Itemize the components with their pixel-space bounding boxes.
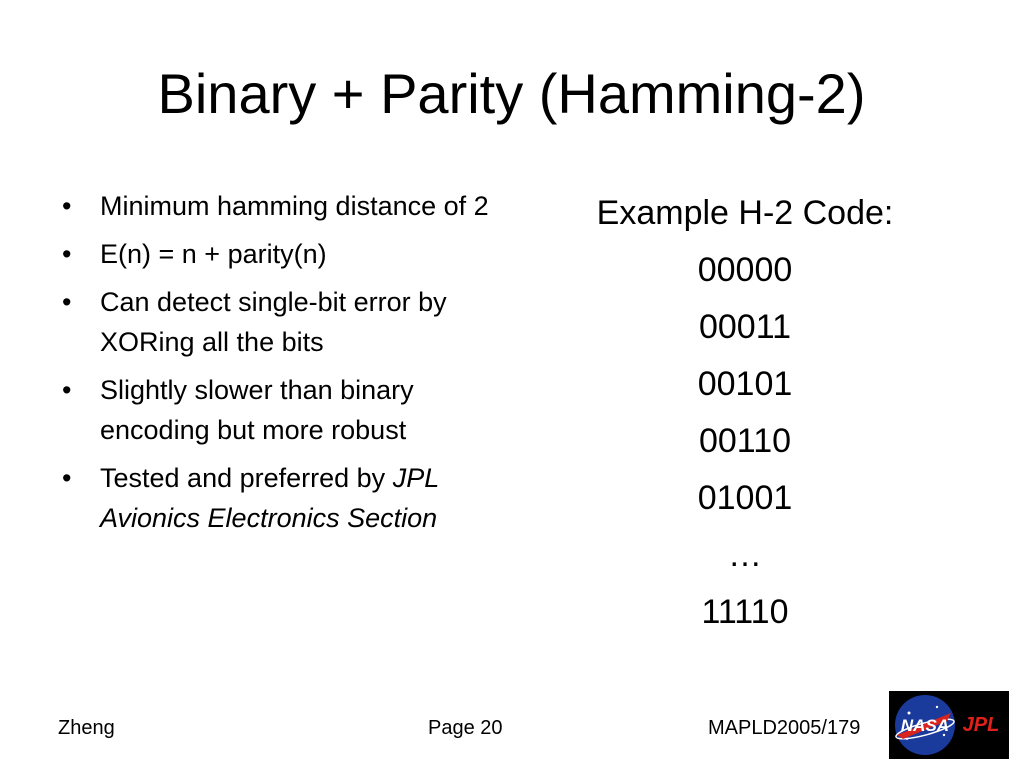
nasa-jpl-logo-graphic xyxy=(889,691,1009,759)
nasa-jpl-logo xyxy=(889,691,1009,759)
bullet-item xyxy=(58,234,498,274)
bullet-text: Tested and preferred by xyxy=(100,463,393,493)
bullet-dot: • xyxy=(62,287,72,317)
bullet-item xyxy=(58,370,498,450)
bullet-dot: • xyxy=(62,463,72,493)
bullet-item xyxy=(58,186,498,226)
footer-conference-id: MAPLD2005/179 xyxy=(708,717,861,739)
footer-page-number: Page 20 xyxy=(428,717,503,739)
example-heading: Example H-2 Code: xyxy=(596,194,894,232)
code-word: 00101 xyxy=(697,365,793,403)
bullet-item xyxy=(58,282,498,362)
footer-author: Zheng xyxy=(58,717,115,739)
bullet-italic-text: JPL Avionics Electronics Section xyxy=(100,463,439,533)
code-word: 00000 xyxy=(697,251,793,289)
jpl-logo-text: JPL xyxy=(962,714,1000,736)
bullet-item xyxy=(58,458,498,538)
nasa-logo-text: NASA xyxy=(900,716,950,735)
code-word: 00011 xyxy=(698,308,792,346)
bullet-text: Can detect single-bit error by XORing all the bits xyxy=(100,287,447,357)
code-word: 00110 xyxy=(698,422,792,460)
slide-title: Binary + Parity (Hamming-2) xyxy=(157,62,866,125)
bullet-dot: • xyxy=(62,191,72,221)
example-code-block xyxy=(505,190,985,646)
bullet-text: Slightly slower than binary encoding but more robust xyxy=(100,375,414,445)
code-ellipsis: … xyxy=(728,536,762,574)
bullet-text: E(n) = n + parity(n) xyxy=(100,239,327,269)
code-word: 01001 xyxy=(697,479,793,517)
bullet-text: Minimum hamming distance of 2 xyxy=(100,191,489,221)
bullet-list xyxy=(58,186,498,546)
code-word: 11110 xyxy=(701,593,789,631)
bullet-dot: • xyxy=(62,375,72,405)
bullet-dot: • xyxy=(62,239,72,269)
